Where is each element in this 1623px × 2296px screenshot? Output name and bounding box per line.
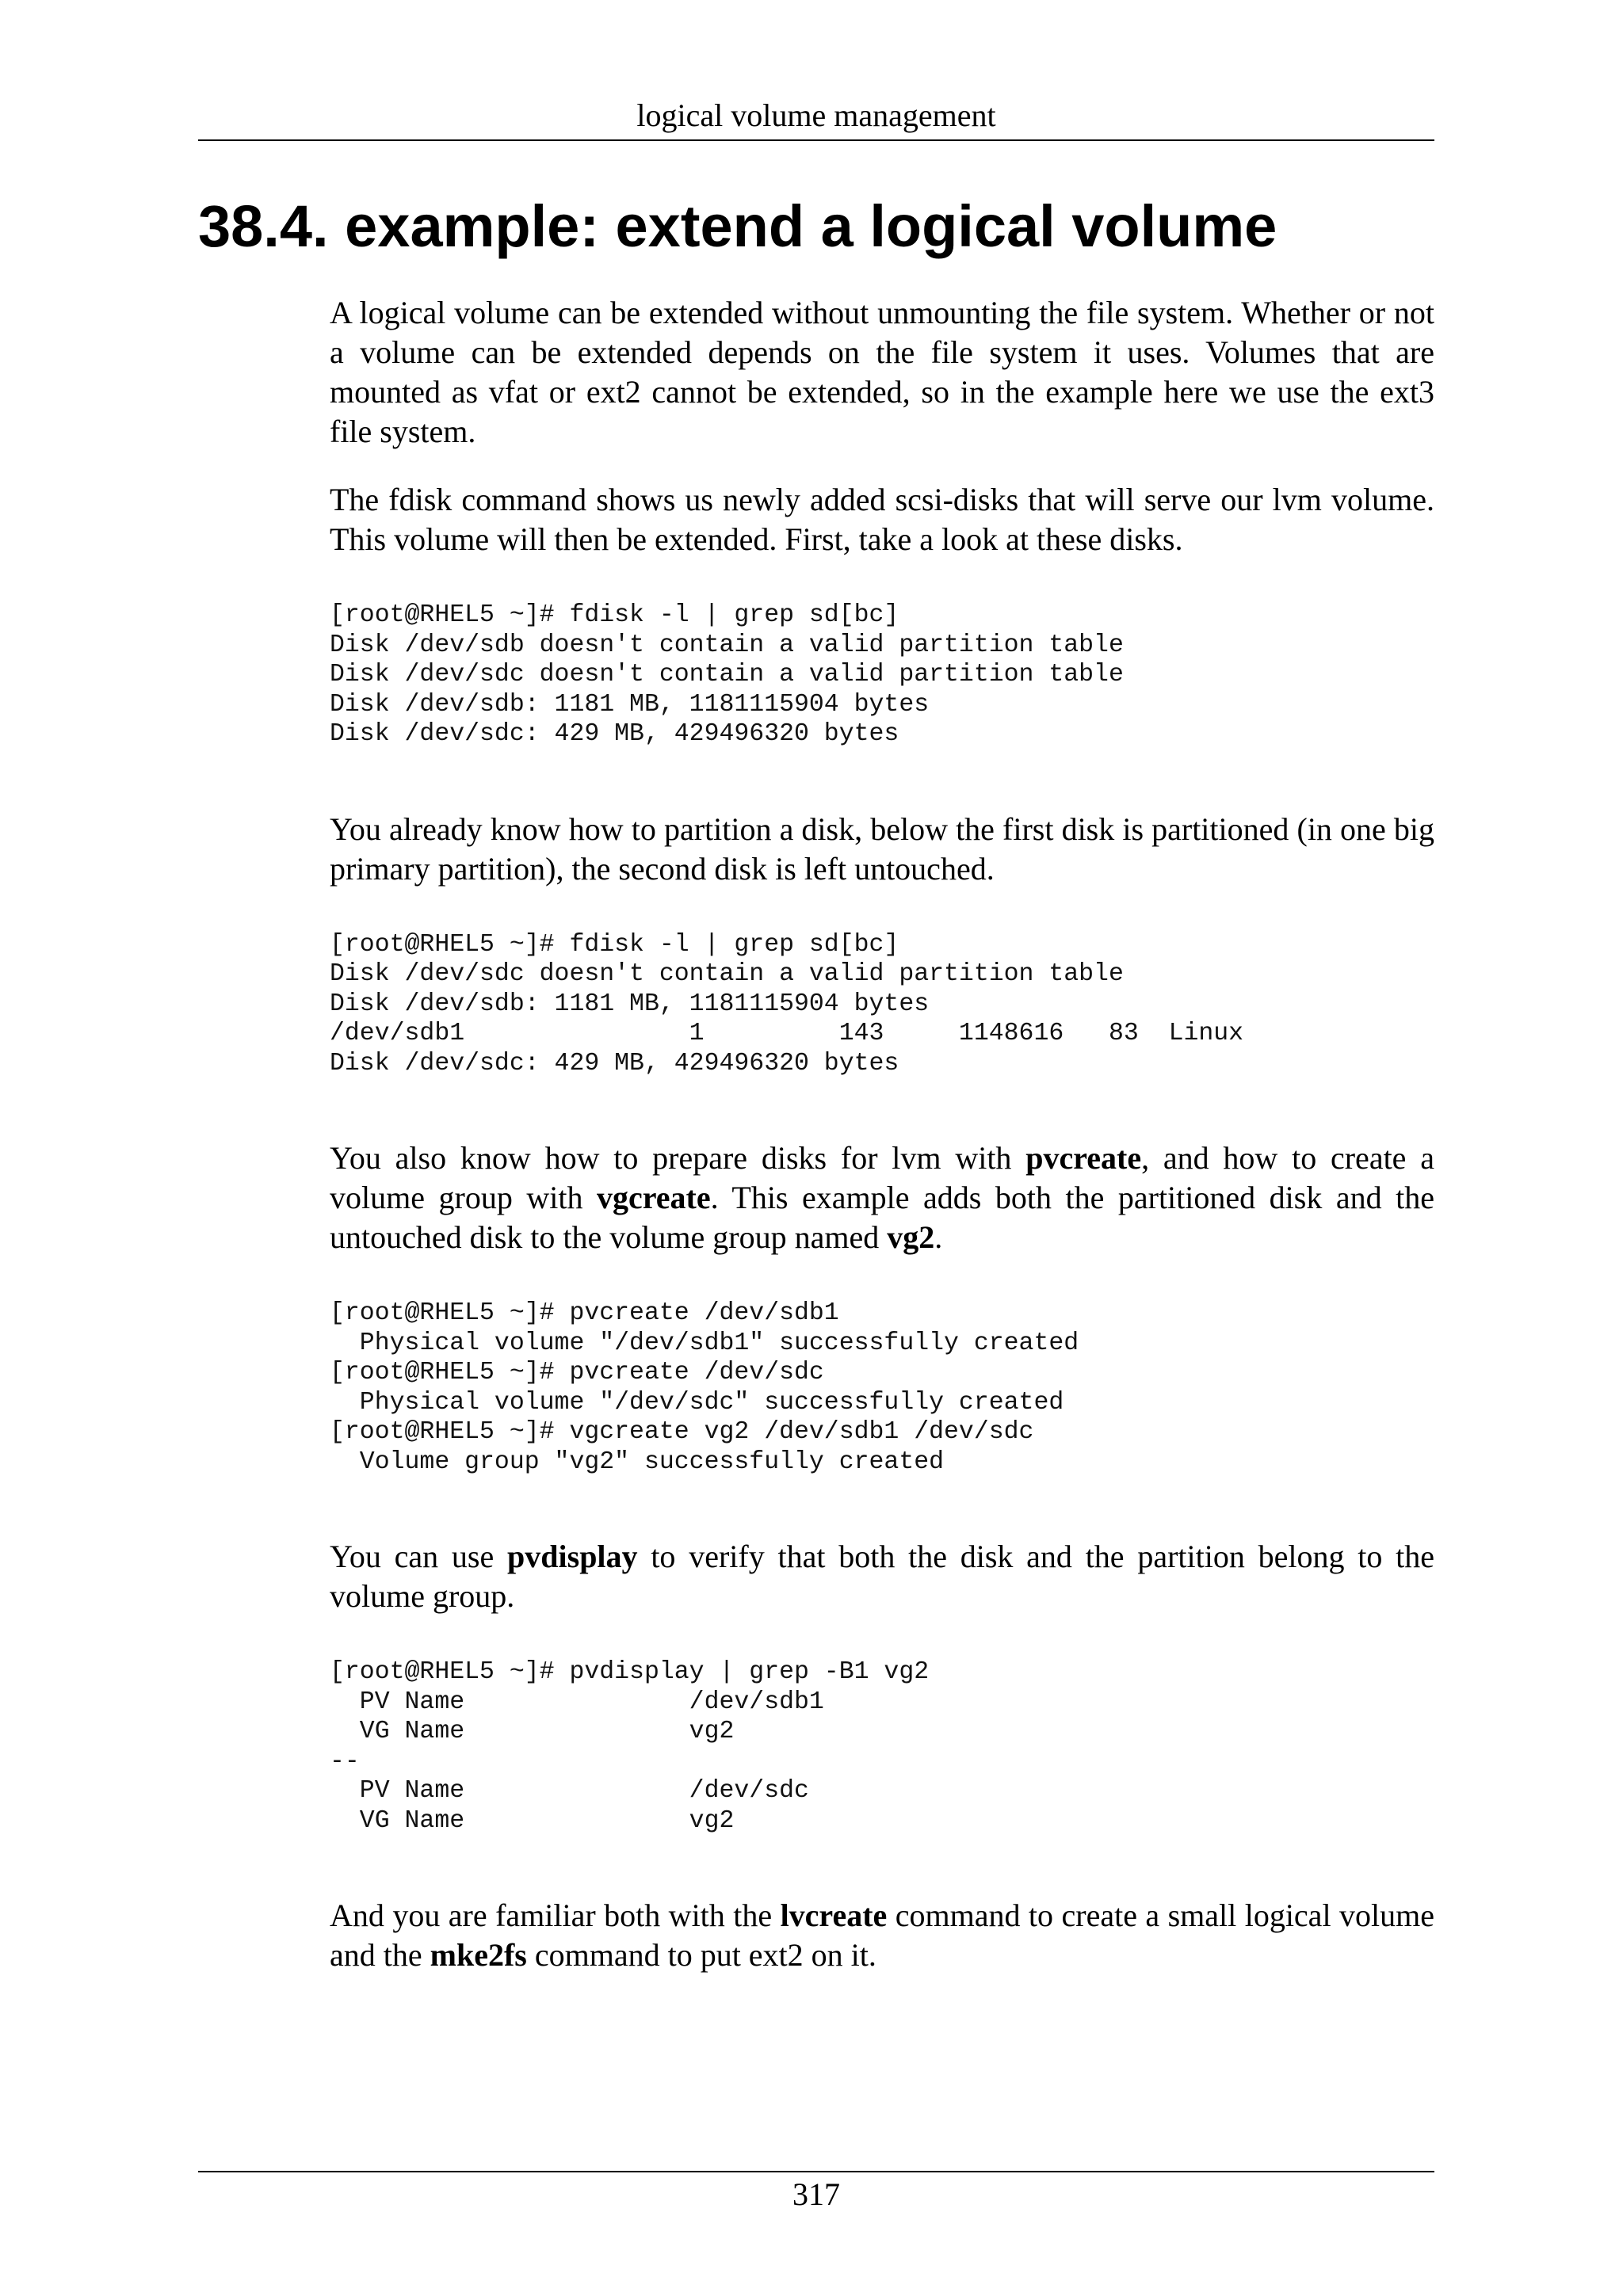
- running-header: logical volume management: [198, 92, 1434, 141]
- footer-rule: [198, 2171, 1434, 2172]
- section-title: 38.4. example: extend a logical volume: [198, 193, 1277, 259]
- paragraph-intro: A logical volume can be extended without unmounting the file system. Whether or not a volume can be extended depends on the file system it uses. Volumes that are mounted as vfat or ext2 cannot be extended, so in the example here we use the ext3 file system.: [330, 295, 1434, 449]
- term-pvcreate: pvcreate: [1025, 1140, 1142, 1176]
- paragraph-lvcreate: And you are familiar both with the lvcreate command to create a small logical volume and the mke2fs command to put ext2 on it.: [330, 1897, 1434, 1973]
- code-block-fdisk-1: [root@RHEL5 ~]# fdisk -l | grep sd[bc] Disk /dev/sdb doesn't contain a valid partition table Disk /dev/sdc doesn't contain a valid partition table Disk /dev/sdb: 1181 MB, 1181115904 bytes Disk /dev/sdc: 429 MB, 429496320 bytes: [330, 601, 1124, 748]
- page-number: 317: [792, 2176, 840, 2212]
- term-vg2: vg2: [887, 1219, 935, 1255]
- paragraph-pvcreate: You also know how to prepare disks for lvm with pvcreate, and how to create a volume group with vgcreate. This example adds both the partitioned disk and the untouched disk to the volume group named vg2.: [330, 1140, 1434, 1255]
- paragraph-fdisk: The fdisk command shows us newly added scsi-disks that will serve our lvm volume. This volume will then be extended. First, take a look at these disks.: [330, 482, 1434, 557]
- term-lvcreate: lvcreate: [780, 1897, 888, 1933]
- term-pvdisplay: pvdisplay: [507, 1539, 638, 1574]
- code-block-pvdisplay: [root@RHEL5 ~]# pvdisplay | grep -B1 vg2 PV Name /dev/sdb1 VG Name vg2 -- PV Name /dev/sdc VG Name vg2: [330, 1658, 930, 1835]
- term-vgcreate: vgcreate: [596, 1180, 711, 1215]
- term-mke2fs: mke2fs: [430, 1937, 527, 1973]
- code-block-pvcreate: [root@RHEL5 ~]# pvcreate /dev/sdb1 Physical volume "/dev/sdb1" successfully created [root@RHEL5 ~]# pvcreate /dev/sdc Physical volume "/dev/sdc" successfully created [root@RHEL5 ~]# vgcreate vg2 /dev/sdb1 /dev/sdc Volume group "vg2" successfully created: [330, 1299, 1079, 1476]
- section-body: [330, 293, 1434, 2004]
- paragraph-partition: You already know how to partition a disk, below the first disk is partitioned (in one big primary partition), the second disk is left untouched.: [330, 810, 1434, 887]
- paragraph-pvdisplay: You can use pvdisplay to verify that both the disk and the partition belong to the volume group.: [330, 1539, 1434, 1614]
- code-block-fdisk-2: [root@RHEL5 ~]# fdisk -l | grep sd[bc] Disk /dev/sdc doesn't contain a valid partition table Disk /dev/sdb: 1181 MB, 1181115904 bytes /dev/sdb1 1 143 1148616 83 Linux Disk /dev/sdc: 429 MB, 429496320 bytes: [330, 930, 1244, 1077]
